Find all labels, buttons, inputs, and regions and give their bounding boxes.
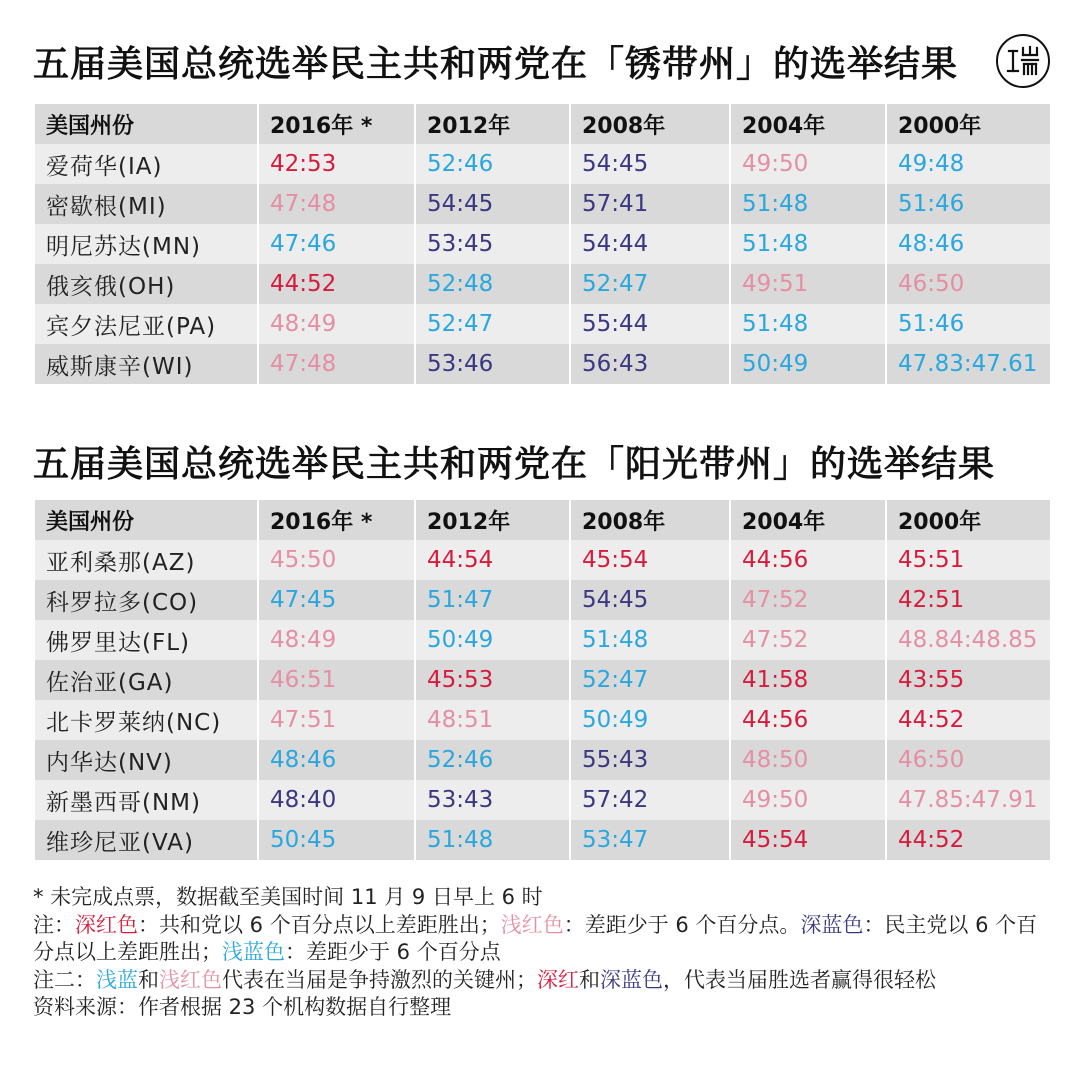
result-cell: 42:51: [887, 580, 1050, 620]
legend-color-term: 浅蓝: [96, 967, 138, 992]
notes: [33, 884, 1043, 1022]
note-text: ：共和党以 6 个百分点以上差距胜出；: [138, 912, 501, 937]
result-cell: 52:47: [571, 264, 729, 304]
result-cell: 44:54: [416, 540, 569, 580]
result-cell: 44:56: [731, 540, 885, 580]
result-cell: 51:46: [887, 304, 1050, 344]
result-cell: 50:45: [259, 820, 414, 860]
table-row: [35, 304, 1050, 344]
result-cell: 48:49: [259, 620, 414, 660]
state-name-cell: 俄亥俄(OH): [35, 264, 257, 304]
result-cell: 52:47: [416, 304, 569, 344]
legend-color-term: 浅蓝色: [222, 940, 285, 964]
result-cell: 57:42: [571, 780, 729, 820]
state-name-cell: 新墨西哥(NM): [35, 780, 257, 820]
table-row: [35, 224, 1050, 264]
state-name-cell: 密歇根(MI): [35, 184, 257, 224]
result-cell: 51:48: [571, 620, 729, 660]
result-cell: 56:43: [571, 344, 729, 384]
result-cell: 51:48: [731, 224, 885, 264]
result-cell: 57:41: [571, 184, 729, 224]
state-name-cell: 明尼苏达(MN): [35, 224, 257, 264]
result-cell: 54:45: [571, 580, 729, 620]
result-cell: 47.83:47.61: [887, 344, 1050, 384]
result-cell: 44:52: [887, 700, 1050, 740]
result-cell: 44:52: [887, 820, 1050, 860]
note-text: ：差距少于 6 个百分点。: [563, 912, 801, 937]
legend-color-term: 浅红色: [159, 967, 222, 992]
state-name-cell: 科罗拉多(CO): [35, 580, 257, 620]
result-cell: 48:46: [887, 224, 1050, 264]
result-cell: 52:48: [416, 264, 569, 304]
result-cell: 46:50: [887, 740, 1050, 780]
duan-logo-icon: [996, 34, 1050, 88]
result-cell: 51:47: [416, 580, 569, 620]
year-column-header: 2004年: [731, 104, 885, 144]
duan-logo-glyph: [1006, 45, 1040, 77]
result-cell: 47:52: [731, 580, 885, 620]
footnote: * 未完成点票，数据截至美国时间 11 月 9 日早上 6 时: [33, 885, 543, 909]
result-cell: 42:53: [259, 144, 414, 184]
year-column-header: 2004年: [731, 500, 885, 540]
table-row: [35, 344, 1050, 384]
state-name-cell: 亚利桑那(AZ): [35, 540, 257, 580]
state-name-cell: 宾夕法尼亚(PA): [35, 304, 257, 344]
legend-color-term: 深红: [537, 967, 579, 992]
result-cell: 48:49: [259, 304, 414, 344]
result-cell: 45:51: [887, 540, 1050, 580]
state-name-cell: 佛罗里达(FL): [35, 620, 257, 660]
result-cell: 55:44: [571, 304, 729, 344]
year-column-header: 2016年 *: [259, 104, 414, 144]
result-cell: 49:48: [887, 144, 1050, 184]
rust-belt-title: 五届美国总统选举民主共和两党在「锈带州」的选举结果: [33, 43, 959, 85]
note-text: 注：: [33, 912, 75, 937]
result-cell: 55:43: [571, 740, 729, 780]
result-cell: 47:51: [259, 700, 414, 740]
color-legend-note: [33, 912, 1043, 967]
result-cell: 44:56: [731, 700, 885, 740]
table-row: [35, 660, 1050, 700]
result-cell: 52:46: [416, 144, 569, 184]
result-cell: 53:45: [416, 224, 569, 264]
result-cell: 50:49: [416, 620, 569, 660]
table-row: [35, 780, 1050, 820]
result-cell: 53:43: [416, 780, 569, 820]
rust-belt-table: [33, 104, 1052, 384]
result-cell: 51:48: [416, 820, 569, 860]
state-name-cell: 佐治亚(GA): [35, 660, 257, 700]
table-row: [35, 700, 1050, 740]
note-text: 代表在当届是争持激烈的关键州；: [222, 967, 537, 992]
result-cell: 48:51: [416, 700, 569, 740]
state-column-header: 美国州份: [35, 104, 257, 144]
year-column-header: 2000年: [887, 104, 1050, 144]
result-cell: 46:51: [259, 660, 414, 700]
table-row: [35, 144, 1050, 184]
result-cell: 45:54: [731, 820, 885, 860]
result-cell: 51:46: [887, 184, 1050, 224]
source-note: 资料来源：作者根据 23 个机构数据自行整理: [33, 995, 452, 1019]
table-row: [35, 264, 1050, 304]
result-cell: 54:45: [571, 144, 729, 184]
result-cell: 49:50: [731, 144, 885, 184]
result-cell: 52:46: [416, 740, 569, 780]
year-column-header: 2012年: [416, 104, 569, 144]
legend-color-term: 深蓝色: [600, 967, 663, 992]
result-cell: 48:50: [731, 740, 885, 780]
year-column-header: 2016年 *: [259, 500, 414, 540]
result-cell: 46:50: [887, 264, 1050, 304]
result-cell: 49:50: [731, 780, 885, 820]
result-cell: 45:54: [571, 540, 729, 580]
result-cell: 50:49: [731, 344, 885, 384]
result-cell: 53:46: [416, 344, 569, 384]
table-row: [35, 740, 1050, 780]
result-cell: 49:51: [731, 264, 885, 304]
note-text: ：差距少于 6 个百分点: [285, 940, 501, 964]
state-name-cell: 威斯康辛(WI): [35, 344, 257, 384]
legend-color-term: 深红色: [75, 912, 138, 937]
header-row: [35, 500, 1050, 540]
year-column-header: 2000年: [887, 500, 1050, 540]
table-row: [35, 820, 1050, 860]
year-column-header: 2008年: [571, 500, 729, 540]
result-cell: 51:48: [731, 304, 885, 344]
table-row: [35, 540, 1050, 580]
legend-color-term: 浅红色: [500, 912, 564, 937]
result-cell: 47:48: [259, 184, 414, 224]
note-text: 注二：: [33, 967, 96, 992]
state-name-cell: 维珍尼亚(VA): [35, 820, 257, 860]
sun-belt-title: 五届美国总统选举民主共和两党在「阳光带州」的选举结果: [33, 443, 996, 485]
result-cell: 47:48: [259, 344, 414, 384]
result-cell: 47.85:47.91: [887, 780, 1050, 820]
note-text: ，代表当届胜选者赢得很轻松: [663, 967, 936, 992]
key-state-note: [33, 967, 1043, 995]
sun-belt-table: [33, 500, 1052, 860]
header-row: [35, 104, 1050, 144]
note-text: 和: [579, 967, 600, 992]
result-cell: 54:44: [571, 224, 729, 264]
result-cell: 53:47: [571, 820, 729, 860]
result-cell: 45:53: [416, 660, 569, 700]
result-cell: 54:45: [416, 184, 569, 224]
result-cell: 47:45: [259, 580, 414, 620]
year-column-header: 2008年: [571, 104, 729, 144]
state-name-cell: 内华达(NV): [35, 740, 257, 780]
result-cell: 47:52: [731, 620, 885, 660]
result-cell: 51:48: [731, 184, 885, 224]
note-text: 和: [138, 967, 159, 992]
result-cell: 52:47: [571, 660, 729, 700]
table-row: [35, 580, 1050, 620]
year-column-header: 2012年: [416, 500, 569, 540]
result-cell: 48:46: [259, 740, 414, 780]
result-cell: 50:49: [571, 700, 729, 740]
table-row: [35, 184, 1050, 224]
result-cell: 45:50: [259, 540, 414, 580]
state-name-cell: 北卡罗莱纳(NC): [35, 700, 257, 740]
note-text: ：民主党以 6 个百分点以上差距胜出；: [33, 912, 1038, 964]
table-row: [35, 620, 1050, 660]
state-column-header: 美国州份: [35, 500, 257, 540]
result-cell: 48.84:48.85: [887, 620, 1050, 660]
result-cell: 43:55: [887, 660, 1050, 700]
result-cell: 47:46: [259, 224, 414, 264]
legend-color-term: 深蓝色: [800, 912, 864, 937]
result-cell: 44:52: [259, 264, 414, 304]
result-cell: 48:40: [259, 780, 414, 820]
state-name-cell: 爱荷华(IA): [35, 144, 257, 184]
result-cell: 41:58: [731, 660, 885, 700]
